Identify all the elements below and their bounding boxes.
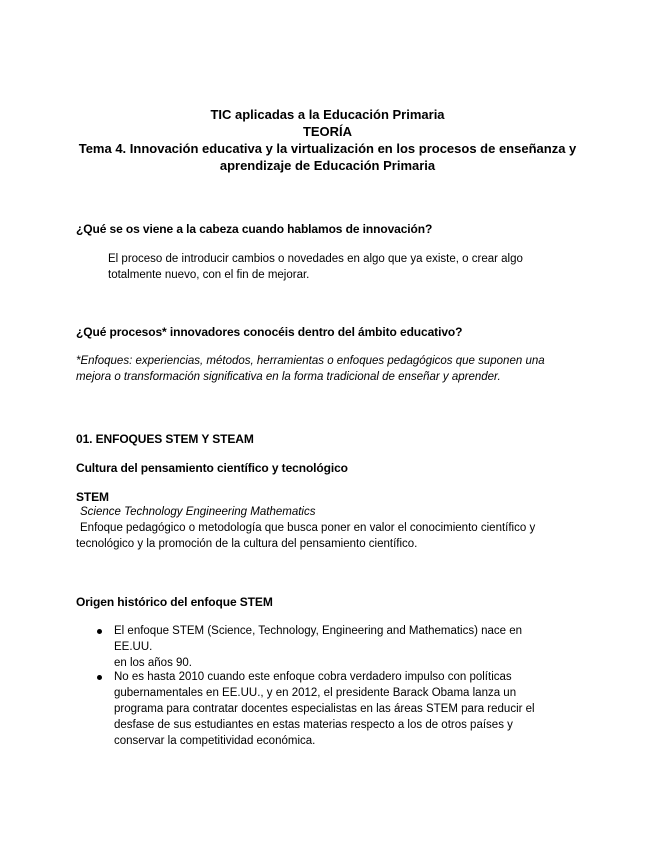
definition-line: tecnológico y la promoción de la cultura del pensamiento científico.: [76, 538, 418, 550]
stem-definition: [76, 520, 596, 552]
stem-expansion: Science Technology Engineering Mathematics: [80, 506, 316, 518]
answer-line: totalmente nuevo, con el fin de mejorar.: [108, 269, 310, 281]
origin-bullet-list: [94, 623, 554, 671]
title-theory: TEORÍA: [302, 124, 353, 139]
bullet-line: desfase de sus estudiantes en estas materias respecto a los de otros países y: [114, 719, 513, 731]
title-course: TIC aplicadas a la Educación Primaria: [210, 107, 445, 122]
note-approaches: [76, 353, 596, 385]
bullet-icon: [97, 629, 102, 634]
bullet-line: El enfoque STEM (Science, Technology, Engineering and Mathematics) nace en EE.UU.: [114, 625, 523, 653]
note-line: *Enfoques: experiencias, métodos, herramientas o enfoques pedagógicos que suponen una: [76, 355, 545, 367]
title-topic-line1: Tema 4. Innovación educativa y la virtualización en los procesos de enseñanza y: [78, 141, 577, 156]
bullet-line: conservar la competitividad económica.: [114, 735, 316, 747]
bullet-icon: [97, 675, 102, 680]
origin-bullet-list-2: [94, 669, 554, 749]
question-processes: ¿Qué procesos* innovadores conocéis dentro del ámbito educativo?: [76, 325, 463, 339]
list-item: [94, 669, 554, 749]
question-innovation: ¿Qué se os viene a la cabeza cuando hablamos de innovación?: [76, 222, 433, 236]
bullet-line: programa para contratar docentes especialistas en las áreas STEM para reducir el: [114, 703, 535, 715]
bullet-line: en los años 90.: [114, 657, 193, 669]
subheading-scientific-culture: Cultura del pensamiento científico y tecnológico: [76, 461, 348, 475]
bullet-line: No es hasta 2010 cuando este enfoque cobra verdadero impulso con políticas: [114, 671, 512, 683]
section-heading-stem-steam: 01. ENFOQUES STEM Y STEAM: [76, 432, 254, 446]
title-topic-line2: aprendizaje de Educación Primaria: [219, 158, 436, 173]
heading-stem-origin: Origen histórico del enfoque STEM: [76, 595, 273, 609]
note-line: mejora o transformación significativa en la forma tradicional de enseñar y aprender.: [76, 371, 501, 383]
document-title: [60, 106, 595, 174]
bullet-line: gubernamentales en EE.UU., y en 2012, el presidente Barack Obama lanza un: [114, 687, 517, 699]
list-item: [94, 623, 554, 671]
stem-label: STEM: [76, 490, 109, 504]
answer-line: El proceso de introducir cambios o novedades en algo que ya existe, o crear algo: [108, 253, 523, 265]
definition-line: Enfoque pedagógico o metodología que busca poner en valor el conocimiento científico y: [80, 522, 536, 534]
answer-innovation: [108, 251, 578, 283]
